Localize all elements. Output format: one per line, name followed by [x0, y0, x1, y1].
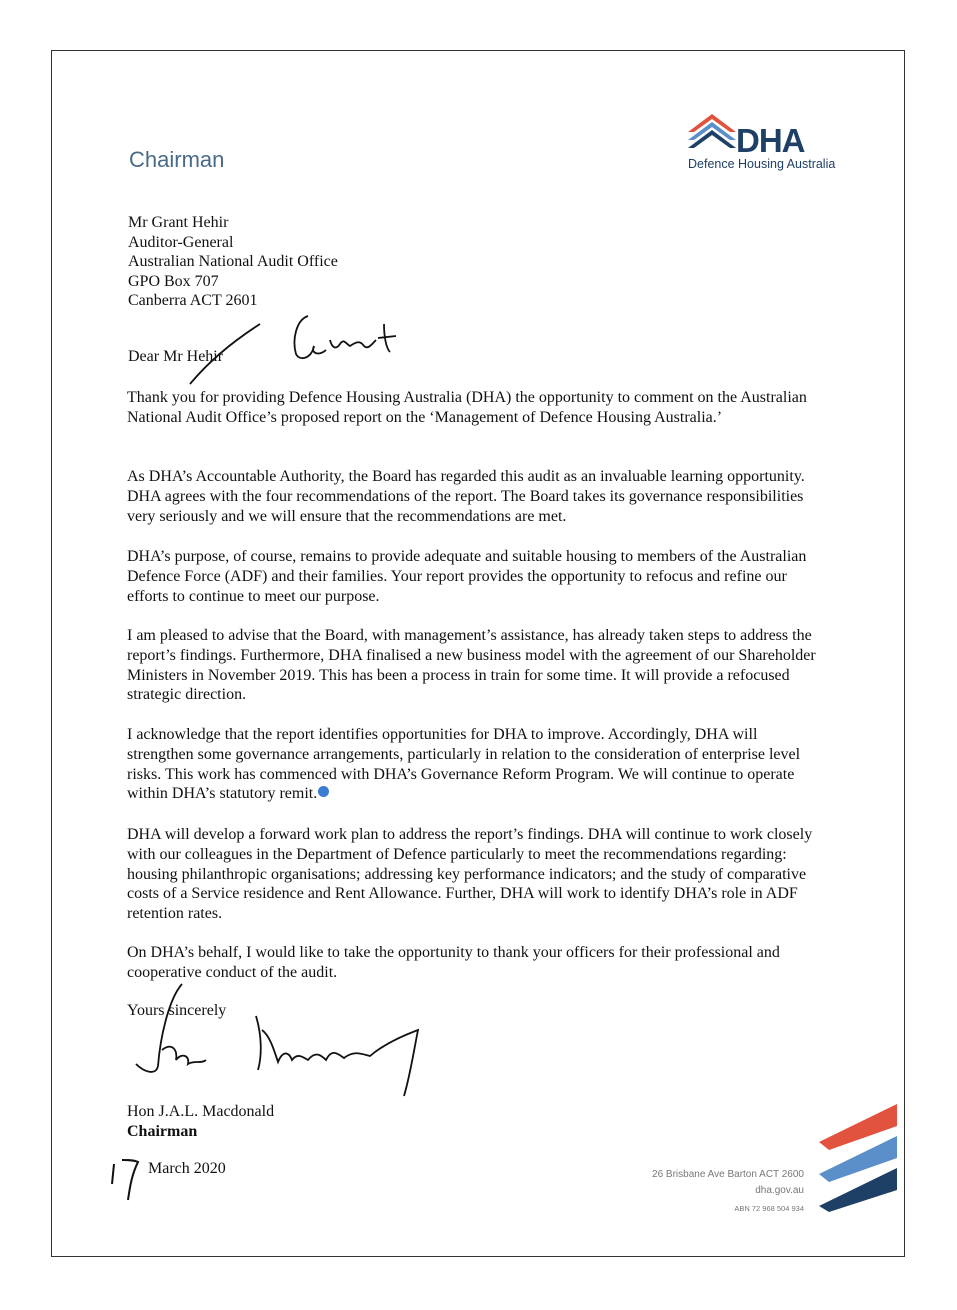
addressee-line: Mr Grant Hehir: [128, 214, 229, 231]
body-paragraph: I am pleased to advise that the Board, with management’s assistance, has already taken steps to address the report’s findings. Furthermore, DHA finalised a new business model with the agreement of our Shareholder Ministers in November 2019. This has been a process in train for some time. It will provide a refocused strategic direction.: [127, 627, 816, 704]
annotation-marker-icon: [318, 786, 329, 797]
logo-wordmark: DHA: [736, 122, 805, 159]
footer-abn: ABN 72 968 504 934: [734, 1204, 804, 1213]
footer-chevron-icon: [815, 1102, 901, 1212]
body-paragraph-text: I acknowledge that the report identifies opportunities for DHA to improve. Accordingly, DHA will strengthen some governance arrangements, particularly in relation to the consideration of enterprise level risks. This work has commenced with DHA’s Governance Reform Program. We will continue to operate within DHA’s statutory remit.: [127, 726, 801, 803]
page-title: Chairman: [129, 147, 225, 172]
signatory-title: Chairman: [127, 1123, 198, 1140]
signatory-name: Hon J.A.L. Macdonald: [127, 1103, 275, 1120]
signatory-block: [127, 1102, 274, 1142]
addressee-line: GPO Box 707: [128, 272, 219, 290]
body-paragraph: DHA will develop a forward work plan to address the report’s findings. DHA will continue to work closely with our colleagues in the Department of Defence particularly to meet the recommendations regarding: housing philanthropic organisations; addressing key performance indicators; and the study of comparative costs of a Service residence and Rent Allowance. Further, DHA will work to identify DHA’s role in ADF retention rates.: [127, 826, 813, 923]
footer-address: 26 Brisbane Ave Barton ACT 2600: [652, 1169, 804, 1180]
body-paragraph: As DHA’s Accountable Authority, the Board has regarded this audit as an invaluable learning opportunity. DHA agrees with the four recommendations of the report. The Board takes its governance responsibilities very seriously and we will ensure that the recommendations are met.: [127, 468, 805, 525]
addressee-line: Australian National Audit Office: [128, 253, 338, 271]
addressee-line: Auditor-General: [128, 233, 234, 251]
body-paragraph: Thank you for providing Defence Housing Australia (DHA) the opportunity to comment on the Australian National Audit Office’s proposed report on the ‘Management of Defence Housing Australia.’: [127, 389, 807, 426]
body-paragraph: DHA’s purpose, of course, remains to provide adequate and suitable housing to members of the Australian Defence Force (ADF) and their families. Your report provides the opportunity to refocus and refine our efforts to continue to meet our purpose.: [127, 548, 807, 605]
addressee-line: Canberra ACT 2601: [128, 292, 258, 310]
addressee-block: [128, 213, 338, 311]
letter-date: March 2020: [148, 1160, 226, 1177]
body-paragraph: [127, 725, 817, 804]
body-paragraph: On DHA’s behalf, I would like to take the opportunity to thank your officers for their professional and cooperative conduct of the audit.: [127, 944, 780, 981]
logo-subtitle: Defence Housing Australia: [688, 157, 836, 171]
footer-contact: [600, 1167, 804, 1217]
footer-website: dha.gov.au: [755, 1185, 804, 1196]
closing: Yours sincerely: [127, 1002, 227, 1019]
salutation: Dear Mr Hehir: [128, 348, 224, 365]
